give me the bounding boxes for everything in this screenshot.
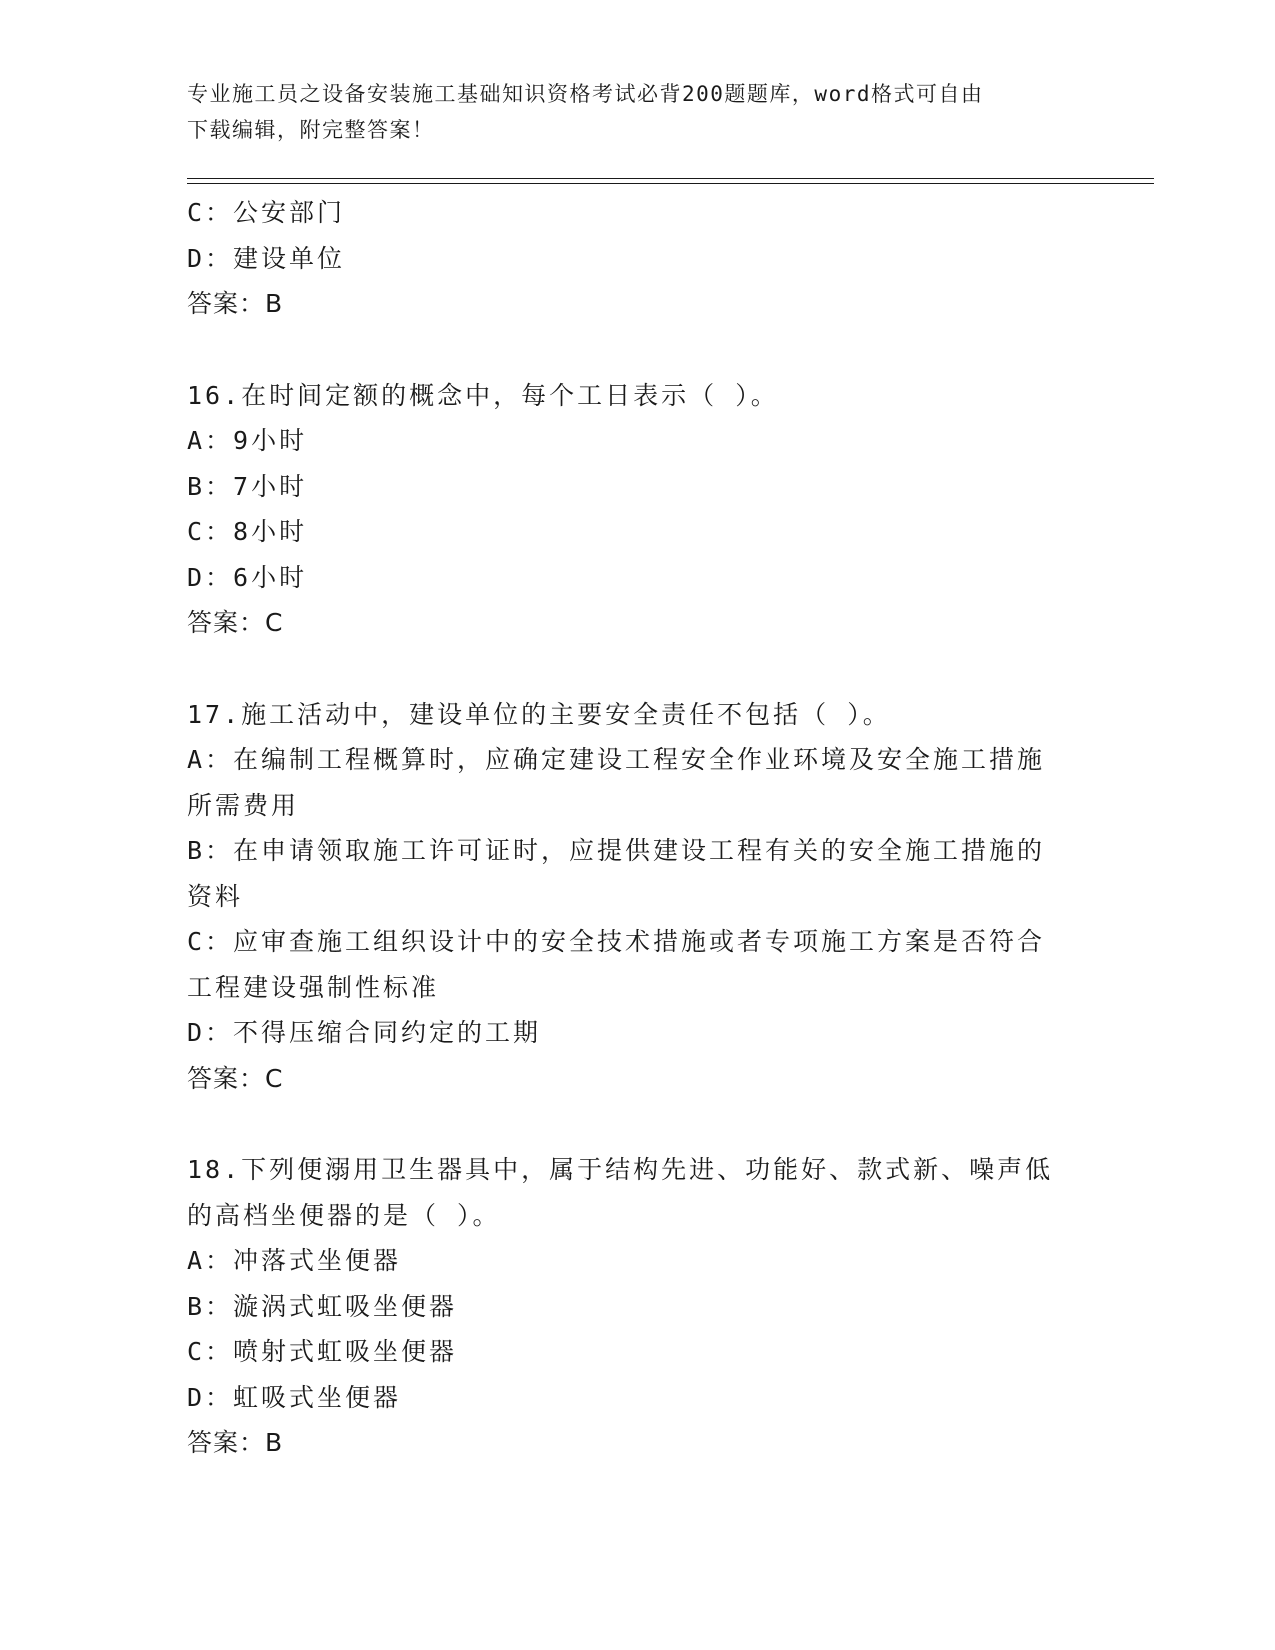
option-d: D：虹吸式坐便器 <box>187 1382 402 1412</box>
option-a-line-1: A：在编制工程概算时，应确定建设工程安全作业环境及安全施工措施 <box>187 745 1046 774</box>
header-title-line-1: 专业施工员之设备安装施工基础知识资格考试必背200题题库，word格式可自由 <box>187 82 984 106</box>
answer-line: 答案：B <box>187 1428 284 1457</box>
option-b-line-1: B：在申请领取施工许可证时，应提供建设工程有关的安全施工措施的 <box>187 836 1046 865</box>
option-b: B：7小时 <box>187 471 308 501</box>
option-a-line-2: 所需费用 <box>187 790 300 820</box>
header-divider-top <box>187 178 1154 179</box>
option-d: D：建设单位 <box>187 243 346 273</box>
question-stem: 17.施工活动中，建设单位的主要安全责任不包括（ ）。 <box>187 699 891 729</box>
question-16 <box>187 373 1087 646</box>
question-list <box>187 190 1087 1466</box>
option-c-line-2: 工程建设强制性标准 <box>187 972 440 1002</box>
question-spacer <box>187 1101 1087 1147</box>
answer-line: 答案：C <box>187 1063 284 1093</box>
question-15-tail <box>187 190 1087 327</box>
question-spacer <box>187 327 1087 373</box>
question-18 <box>187 1147 1087 1466</box>
option-a: A：9小时 <box>187 426 308 455</box>
question-stem-line-2: 的高档坐便器的是（ ）。 <box>187 1200 501 1230</box>
header-title-line-2: 下载编辑，附完整答案！ <box>187 118 435 142</box>
question-stem-line-1: 18.下列便溺用卫生器具中，属于结构先进、功能好、款式新、噪声低 <box>187 1155 1054 1184</box>
option-c: C：8小时 <box>187 517 308 546</box>
question-stem: 16.在时间定额的概念中，每个工日表示（ ）。 <box>187 380 779 410</box>
option-d: D：6小时 <box>187 562 308 592</box>
option-b: B：漩涡式虹吸坐便器 <box>187 1291 458 1321</box>
header-divider-bottom <box>187 183 1154 184</box>
option-c: C：公安部门 <box>187 198 346 227</box>
option-d: D：不得压缩合同约定的工期 <box>187 1018 542 1047</box>
document-header <box>187 76 1067 148</box>
answer-line: 答案：C <box>187 608 284 637</box>
option-c-line-1: C：应审查施工组织设计中的安全技术措施或者专项施工方案是否符合 <box>187 927 1046 956</box>
question-17 <box>187 692 1087 1102</box>
option-b-line-2: 资料 <box>187 881 244 911</box>
option-c: C：喷射式虹吸坐便器 <box>187 1337 458 1366</box>
option-a: A：冲落式坐便器 <box>187 1246 402 1275</box>
answer-line: 答案：B <box>187 289 284 318</box>
question-spacer <box>187 646 1087 692</box>
